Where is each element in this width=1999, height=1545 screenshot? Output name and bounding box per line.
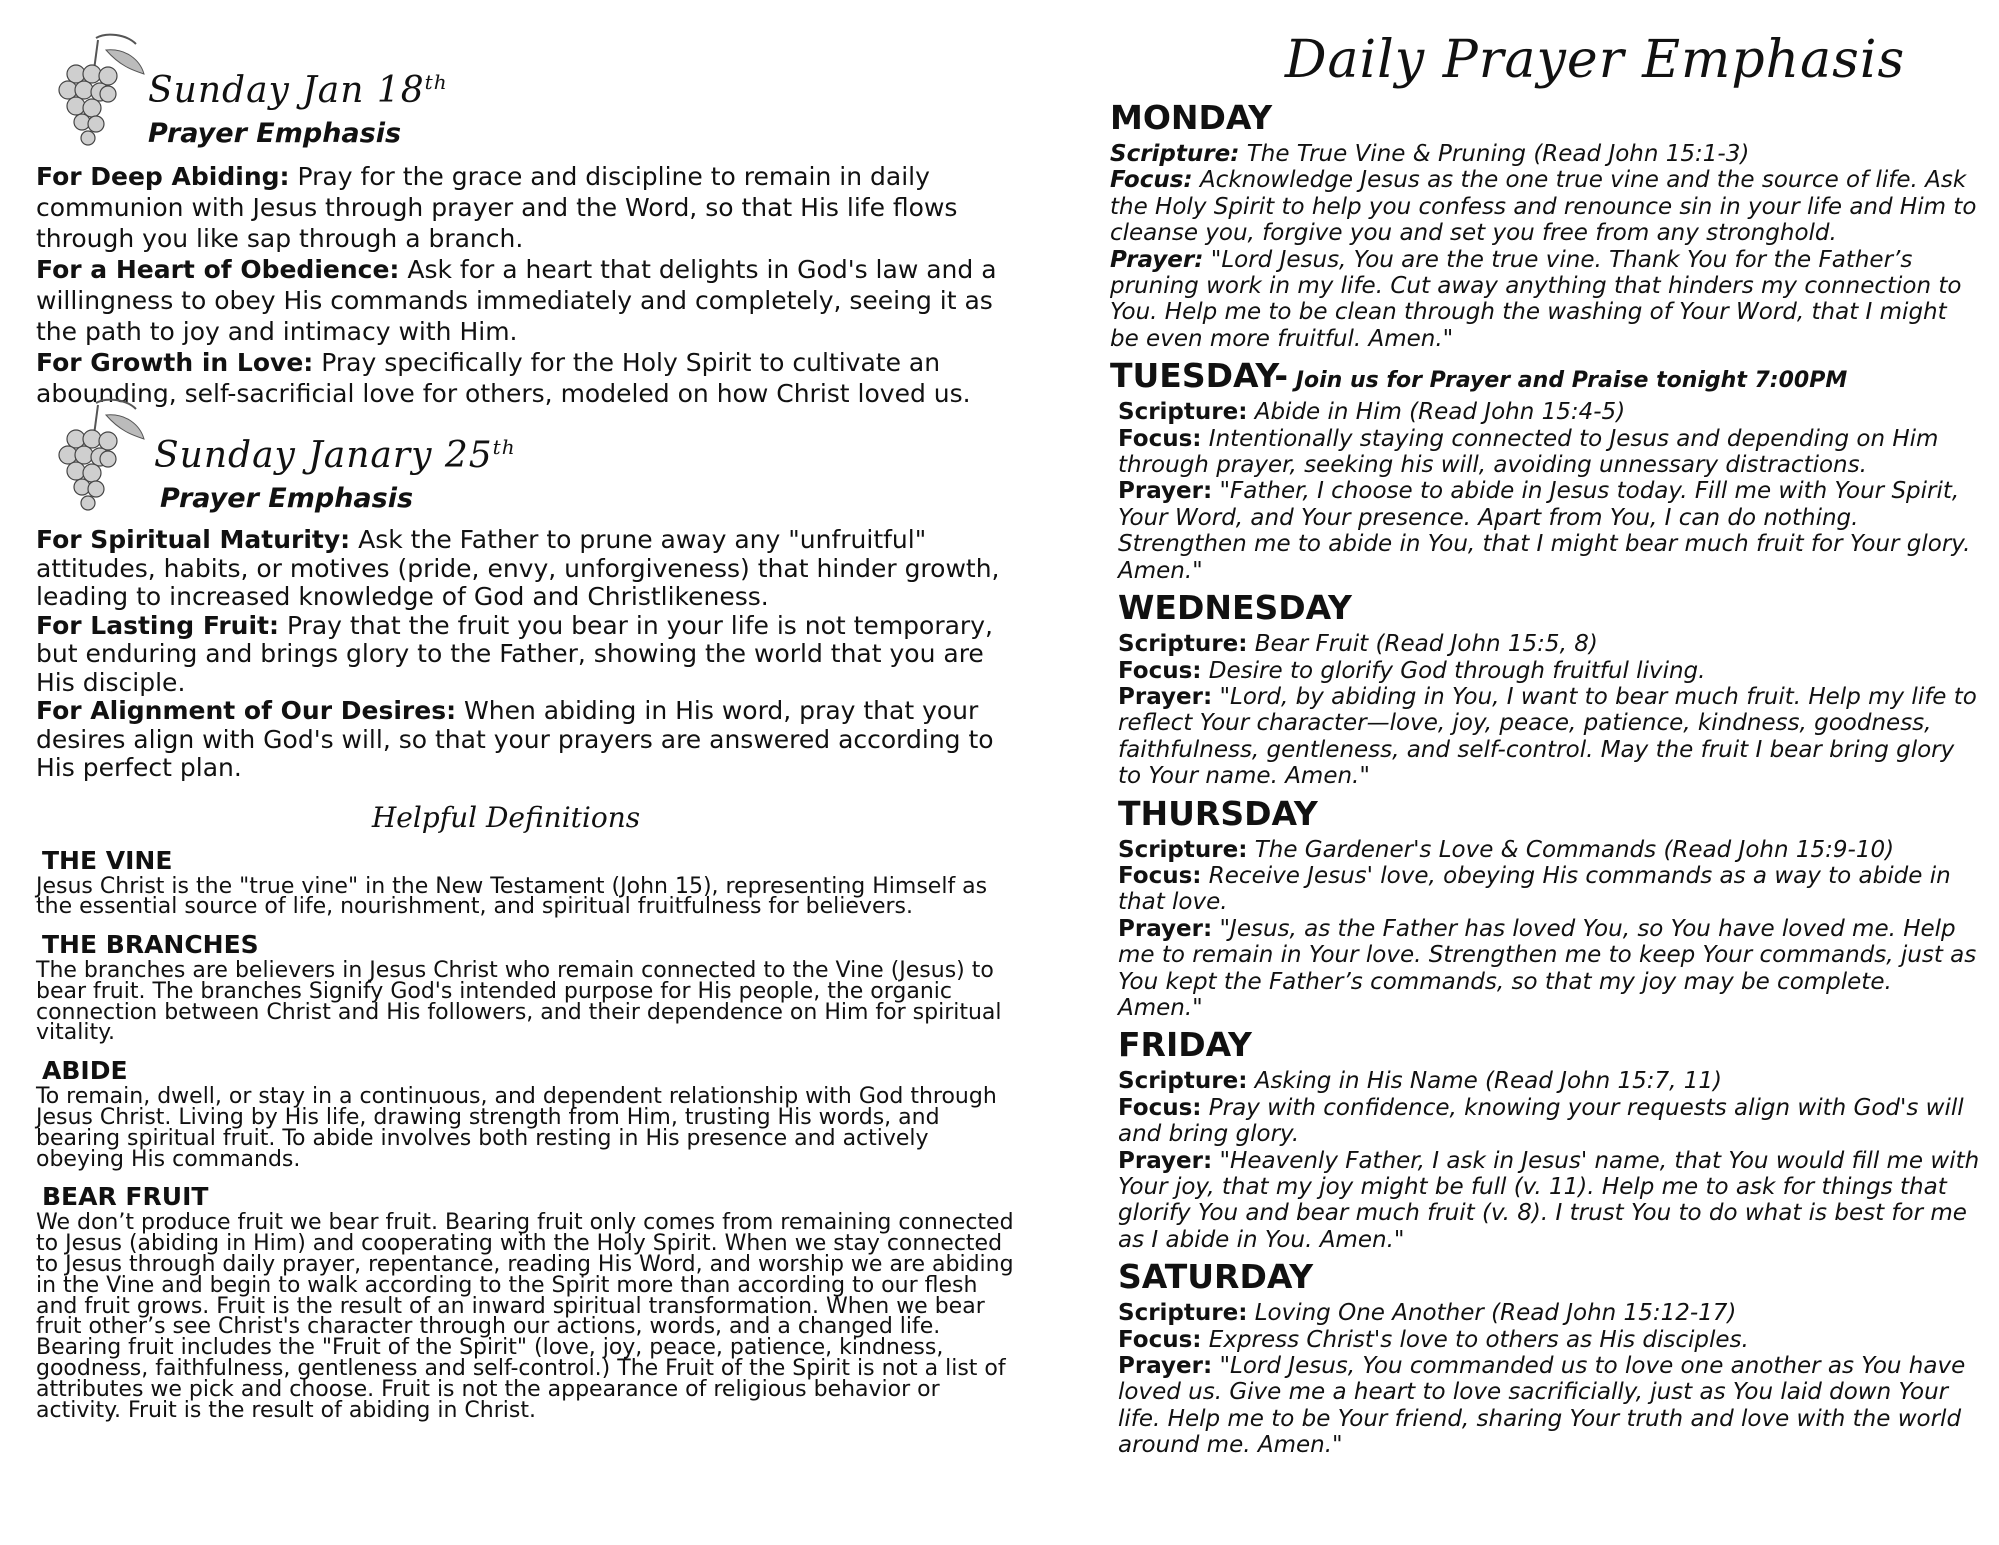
right-column [1110, 30, 1980, 1459]
grape-cluster-icon [36, 395, 156, 525]
sunday-1-title: Sunday Jan 18th [148, 70, 448, 111]
scripture-line: Scripture: Loving One Another (Read John 15:12-17) [1118, 1300, 1737, 1327]
focus-line: Focus: Desire to glorify God through fruitful living. [1118, 657, 1706, 684]
focus-line: Focus: Receive Jesus' love, obeying His commands as a way to abide in that love. [1118, 862, 1951, 916]
scripture-line: Scripture: Abide in Him (Read John 15:4-5) [1118, 399, 1626, 426]
scripture-line: Scripture: The Gardener's Love & Commands (Read John 15:9-10) [1118, 836, 1895, 863]
definition-body: The branches are believers in Jesus Christ who remain connected to the Vine (Jesus) to bear fruit. The branches Signify God's intended purpose for His people, the organic connection between Christ and His followers, and their dependence on Him for spiritual vitality. [36, 958, 1002, 1046]
sunday-jan-25-header [36, 395, 1016, 514]
day-body-monday [1110, 141, 1980, 352]
day-body-friday [1110, 1068, 1980, 1253]
prayer-point: For Growth in Love: Pray specifically for the Holy Spirit to cultivate an abounding, self-sacrificial love for others, modeled on how Christ loved us. [36, 348, 971, 408]
prayer-point: For Lasting Fruit: Pray that the fruit you bear in your life is not temporary, but enduring and brings glory to the Father, showing the world that you are His disciple. [36, 610, 993, 697]
focus-line: Focus: Express Christ's love to others as His disciples. [1118, 1326, 1749, 1353]
prayer-point: For Deep Abiding: Pray for the grace and discipline to remain in daily communion with Jesus through prayer and the Word, so that His life flows through you like sap through a branch. [36, 162, 958, 253]
sunday-jan-18-header [36, 30, 1016, 149]
definition-body: To remain, dwell, or stay in a continuous, and dependent relationship with God through Jesus Christ. Living by His life, drawing strength from Him, trusting His words, and bearing spiritual fruit. To abide involves both resting in His presence and actively obeying His commands. [36, 1084, 997, 1172]
day-heading-saturday: SATURDAY [1118, 1257, 1314, 1297]
tuesday-note: Join us for Prayer and Praise tonight 7:00PM [1288, 368, 1848, 394]
day-body-thursday [1110, 837, 1980, 1022]
focus-line: Focus: Pray with confidence, knowing your requests align with God's will and bring glory. [1118, 1094, 1964, 1148]
definition-body: We don’t produce fruit we bear fruit. Bearing fruit only comes from remaining connected to Jesus (abiding in Him) and cooperating with the Holy Spirit. When we stay connected to Jesus through daily prayer, repentance, reading His Word, and worship we are abiding in the Vine and begin to walk according to the Spirit more than according to our flesh and fruit grows. Fruit is the result of an inward spiritual transformation. When we bear fruit other’s see Christ's character through our actions, words, and a changed life. Bearing fruit includes the "Fruit of the Spirit" (love, joy, peace, patience, kindness, goodness, faithfulness, gentleness and self-control.) The Fruit of the Spirit is not a list of attributes we pick and choose. Fruit is not the appearance of religious behavior or activity. Fruit is the result of abiding in Christ. [36, 1210, 1014, 1423]
prayer-line: Prayer: "Lord, by abiding in You, I want to bear much fruit. Help my life to reflect Your character—love, joy, peace, patience, kindness, goodness, faithfulness, gentleness, and self-control. May the fruit I bear bring glory to Your name. Amen." [1118, 683, 1977, 790]
day-heading-wednesday: WEDNESDAY [1118, 588, 1352, 628]
definition-term: THE VINE [42, 845, 173, 875]
focus-line: Focus: Intentionally staying connected to Jesus and depending on Him through prayer, seeking his will, avoiding unnessary distractions. [1118, 425, 1939, 479]
definition-term: ABIDE [42, 1056, 128, 1086]
day-heading-monday: MONDAY [1110, 98, 1273, 137]
sunday-2-subtitle: Prayer Emphasis [160, 483, 414, 514]
prayer-line: Prayer: "Father, I choose to abide in Jesus today. Fill me with Your Spirit, Your Word, and Your presence. Apart from You, I can do nothing. Strengthen me to abide in You, that I might bear much fruit for Your glory. Amen." [1118, 478, 1971, 584]
definition-term: THE BRANCHES [42, 930, 259, 960]
grape-cluster-icon [36, 30, 156, 160]
day-body-tuesday [1110, 399, 1980, 584]
focus-line: Focus: Acknowledge Jesus as the one true vine and the source of life. Ask the Holy Spirit to help you confess and renounce sin in your life and Him to cleanse you, forgive you and set you free from any stronghold. [1110, 167, 1977, 247]
sunday-2-title: Sunday Janary 25th [154, 435, 516, 476]
prayer-point: For Spiritual Maturity: Ask the Father to prune away any "unfruitful" attitudes, habits, or motives (pride, envy, unforgiveness) that hinder growth, leading to increased knowledge of God and Christlikeness. [36, 525, 1000, 611]
day-body-wednesday [1110, 631, 1980, 789]
day-body-saturday [1110, 1300, 1980, 1458]
sunday-1-subtitle: Prayer Emphasis [148, 118, 402, 149]
scripture-line: Scripture: The True Vine & Pruning (Read John 15:1-3) [1110, 141, 1750, 167]
prayer-line: Prayer: "Lord Jesus, You are the true vine. Thank You for the Father’s pruning work in my life. Cut away anything that hinders my connection to You. Help me to be clean through the washing of Your Word, that I might be even more fruitful. Amen." [1110, 246, 1962, 352]
prayer-point: For Alignment of Our Desires: When abiding in His word, pray that your desires align with God's will, so that your prayers are answered according to His perfect plan. [36, 696, 994, 782]
definition-body: Jesus Christ is the "true vine" in the New Testament (John 15), representing Himself as the essential source of life, nourishment, and spiritual fruitfulness for believers. [36, 873, 988, 920]
scripture-line: Scripture: Bear Fruit (Read John 15:5, 8) [1118, 631, 1598, 658]
day-heading-tuesday: TUESDAY- Join us for Prayer and Praise tonight 7:00PM [1110, 356, 1848, 396]
prayer-line: Prayer: "Lord Jesus, You commanded us to love one another as You have loved us. Give me a heart to love sacrificially, just as You laid down Your life. Help me to be Your friend, sharing Your truth and love with the world around me. Amen." [1118, 1353, 1966, 1459]
page-title: Daily Prayer Emphasis [1284, 30, 1906, 90]
scripture-line: Scripture: Asking in His Name (Read John 15:7, 11) [1118, 1068, 1722, 1095]
prayer-line: Prayer: "Jesus, as the Father has loved You, so You have loved me. Help me to remain in Your love. Strengthen me to keep Your commands, just as You kept the Father’s commands, so that my joy may be complete. Amen." [1118, 915, 1977, 1021]
day-heading-friday: FRIDAY [1118, 1025, 1252, 1065]
prayer-line: Prayer: "Heavenly Father, I ask in Jesus' name, that You would fill me with Your joy, that my joy might be full (v. 11). Help me to ask for things that glorify You and bear much fruit (v. 8). I trust You to do what is best for me as I abide in You. Amen." [1118, 1147, 1980, 1253]
left-column [36, 30, 1016, 1421]
definition-term: BEAR FRUIT [42, 1182, 209, 1212]
helpful-definitions-heading: Helpful Definitions [371, 800, 641, 834]
day-heading-thursday: THURSDAY [1118, 793, 1318, 833]
prayer-point: For a Heart of Obedience: Ask for a heart that delights in God's law and a willingness to obey His commands immediately and completely, seeing it as the path to joy and intimacy with Him. [36, 255, 997, 346]
